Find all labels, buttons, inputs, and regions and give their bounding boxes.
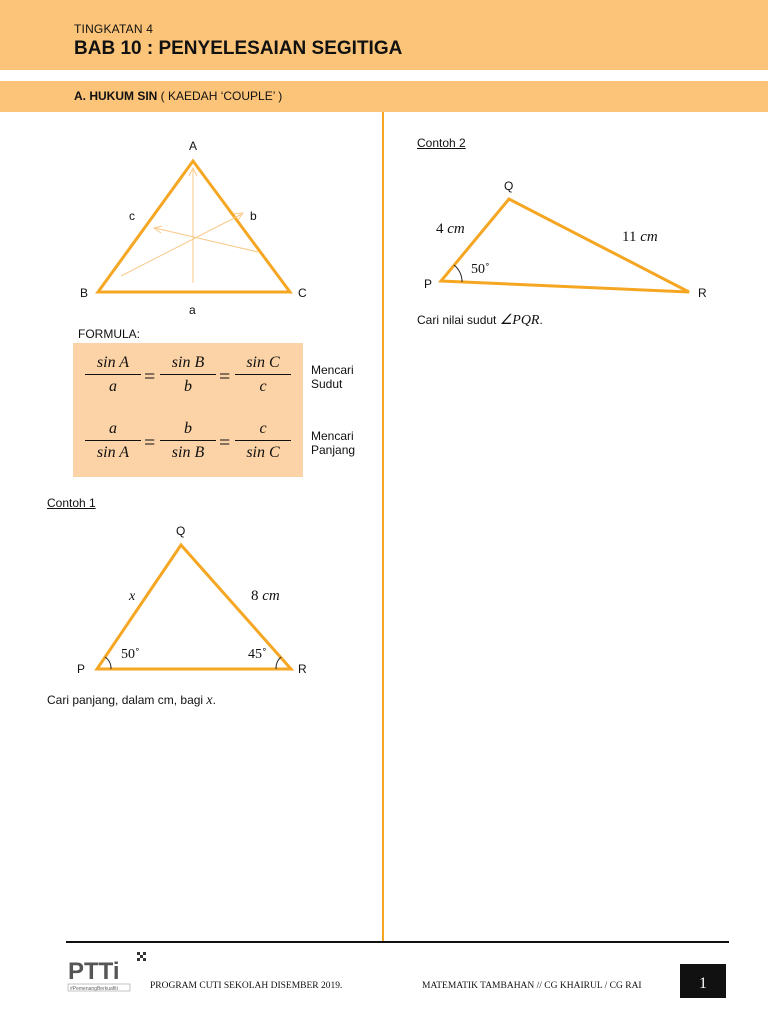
ex2-vertex-q: Q xyxy=(504,179,514,193)
logo-wordmark: PTTi xyxy=(68,958,120,985)
footer-program: PROGRAM CUTI SEKOLAH DISEMBER 2019. xyxy=(150,981,343,991)
page-number: 1 xyxy=(680,964,726,998)
fraction-a-over-sinA xyxy=(85,418,141,463)
ex1-angle-p: 50˚ xyxy=(121,647,140,662)
fraction-denominator: a xyxy=(109,378,117,395)
triangle-abc xyxy=(98,161,290,292)
ex2-question-angle: ∠PQR xyxy=(499,313,540,328)
note-line: Mencari xyxy=(311,363,354,377)
fraction-sinC-over-c xyxy=(235,352,291,397)
angle-arc-p2 xyxy=(454,265,462,282)
ex1-question xyxy=(47,693,216,709)
logo-flag-square xyxy=(143,958,146,961)
chapter-title: BAB 10 : PENYELESAIAN SEGITIGA xyxy=(74,38,403,59)
fraction-numerator: a xyxy=(85,418,141,441)
ex1-side-qr xyxy=(251,588,280,605)
footer-rule xyxy=(66,941,729,943)
fraction-c-over-sinC xyxy=(235,418,291,463)
ex1-vertex-p: P xyxy=(77,662,86,676)
example2-heading: Contoh 2 xyxy=(417,136,466,150)
note-line: Mencari xyxy=(311,429,354,443)
note-line: Panjang xyxy=(311,443,356,457)
fraction-denominator: sin B xyxy=(171,444,205,461)
ptti-logo-mark xyxy=(67,950,147,994)
ex1-vertex-q: Q xyxy=(176,524,186,538)
fraction-sinA-over-a xyxy=(85,352,141,397)
fraction-numerator: sin B xyxy=(160,352,216,375)
logo-flag-square xyxy=(137,952,140,955)
ex1-question-end: . xyxy=(212,693,216,707)
ex1-question-var: x xyxy=(206,693,213,708)
angle-arc-p1 xyxy=(105,657,111,669)
ex2-side-pq xyxy=(436,221,465,238)
formula-box xyxy=(73,343,303,477)
logo-flag-square xyxy=(143,952,146,955)
ex2-side-qr-unit: cm xyxy=(640,229,658,245)
fraction-b-over-sinB xyxy=(160,418,216,463)
side-b-label: b xyxy=(250,209,257,223)
fraction-numerator: sin A xyxy=(85,352,141,375)
equals-sign: = xyxy=(144,366,156,388)
vertex-b-label: B xyxy=(80,286,89,300)
ex2-side-pq-unit: cm xyxy=(447,221,465,237)
section-title-rest: ( KAEDAH ‘COUPLE’ ) xyxy=(157,89,283,103)
ex1-question-text: Cari panjang, dalam cm, bagi xyxy=(47,693,207,707)
fraction-numerator: c xyxy=(235,418,291,441)
arrow-b-to-angle-b xyxy=(155,228,258,252)
fraction-denominator: sin A xyxy=(96,444,130,461)
ex2-question-end: . xyxy=(539,313,543,327)
equals-sign: = xyxy=(219,432,231,454)
ex2-vertex-r: R xyxy=(698,286,707,300)
fraction-numerator: sin C xyxy=(235,352,291,375)
ex1-vertex-r: R xyxy=(298,662,307,676)
form-level: TINGKATAN 4 xyxy=(74,22,154,36)
section-title-bold: A. HUKUM SIN xyxy=(74,89,158,103)
logo-flag-square xyxy=(137,958,140,961)
ex1-angle-r: 45˚ xyxy=(248,647,267,662)
example1-heading: Contoh 1 xyxy=(47,496,96,510)
ex1-side-qr-unit: cm xyxy=(262,588,280,604)
ex1-side-x: x xyxy=(129,589,136,604)
fraction-numerator: b xyxy=(160,418,216,441)
fraction-sinB-over-b xyxy=(160,352,216,397)
fraction-denominator: sin C xyxy=(246,444,280,461)
ex2-angle-p: 50˚ xyxy=(471,262,490,277)
arrow-c-to-angle-c xyxy=(121,214,242,276)
equals-sign: = xyxy=(219,366,231,388)
ex2-side-qr-value: 11 xyxy=(622,229,637,245)
ex2-vertex-p: P xyxy=(424,277,433,291)
note-find-angle xyxy=(311,363,354,391)
fraction-denominator: c xyxy=(259,378,267,395)
side-a-label: a xyxy=(189,303,196,317)
ex2-side-qr xyxy=(622,229,658,246)
note-line: Sudut xyxy=(311,377,343,391)
footer-subject: MATEMATIK TAMBAHAN // CG KHAIRUL / CG RAI xyxy=(422,981,642,991)
ex2-side-pq-value: 4 xyxy=(436,221,444,237)
formula-label: FORMULA: xyxy=(78,327,141,341)
ex1-side-qr-value: 8 xyxy=(251,588,259,604)
ptti-logo xyxy=(67,950,147,999)
logo-tagline: #PemenangBerkuafiti xyxy=(70,986,118,992)
side-c-label: c xyxy=(129,209,135,223)
triangle-abc-outline xyxy=(98,161,290,292)
fraction-denominator: b xyxy=(184,378,192,395)
ex2-question-text: Cari nilai sudut xyxy=(417,313,500,327)
note-find-length xyxy=(311,429,355,457)
vertex-a-label: A xyxy=(189,139,198,153)
vertex-c-label: C xyxy=(298,286,307,300)
ex2-question xyxy=(417,312,543,329)
logo-flag-square xyxy=(140,955,143,958)
equals-sign: = xyxy=(144,432,156,454)
